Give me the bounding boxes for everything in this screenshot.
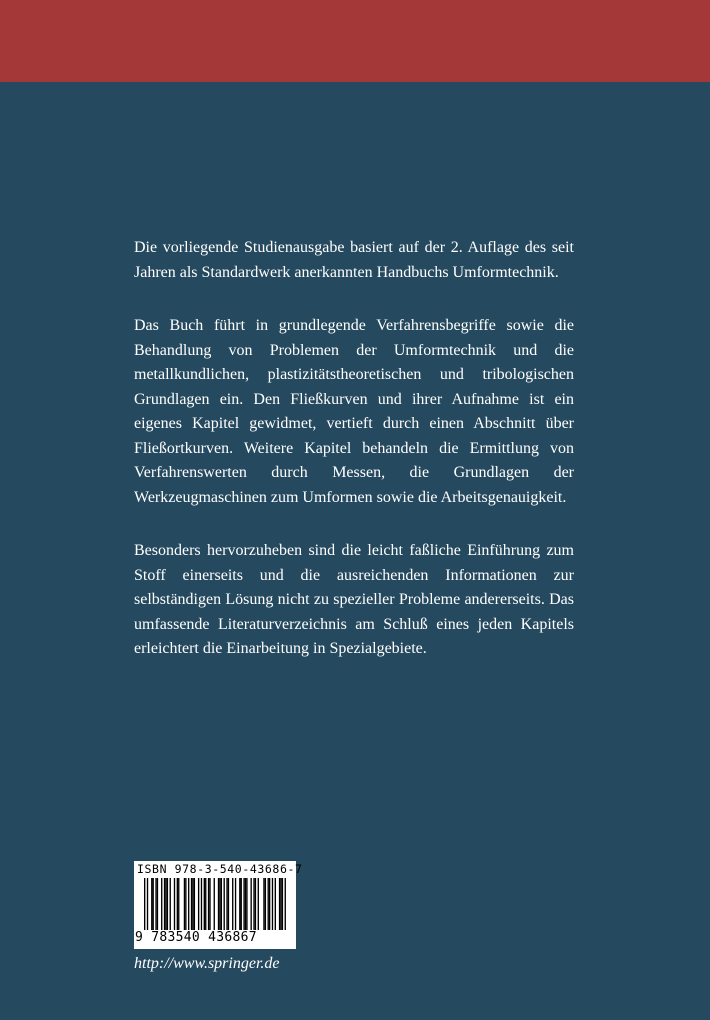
barcode-bar bbox=[147, 878, 148, 930]
barcode-bar bbox=[170, 878, 171, 930]
back-cover-blurb bbox=[134, 236, 574, 691]
barcode-bar bbox=[174, 878, 175, 930]
top-color-band bbox=[0, 0, 710, 82]
barcode-bar bbox=[279, 878, 280, 930]
isbn-barcode bbox=[134, 861, 303, 949]
barcode-bar bbox=[268, 878, 269, 930]
barcode-bar bbox=[245, 878, 246, 930]
barcode-bar bbox=[269, 878, 270, 930]
barcode-bar bbox=[282, 878, 283, 930]
barcode-bar bbox=[184, 878, 185, 930]
publisher-url: http://www.springer.de bbox=[134, 955, 280, 972]
barcode-bar bbox=[221, 878, 222, 930]
barcode-bar bbox=[167, 878, 168, 930]
barcode-bar bbox=[165, 878, 166, 930]
barcode-bar bbox=[265, 878, 266, 930]
barcode-bar bbox=[235, 878, 236, 930]
barcode-bar bbox=[214, 878, 215, 930]
barcode-bars bbox=[144, 878, 286, 930]
barcode-bar bbox=[198, 878, 199, 930]
barcode-bar bbox=[191, 878, 192, 930]
barcode-bar bbox=[251, 878, 252, 930]
barcode-bar bbox=[144, 878, 145, 930]
barcode-bar bbox=[209, 878, 210, 930]
barcode-bar bbox=[161, 878, 162, 930]
barcode-bar bbox=[224, 878, 225, 930]
barcode-bar bbox=[218, 878, 219, 930]
isbn-label: ISBN 978-3-540-43686-7 bbox=[137, 862, 303, 876]
barcode-bar bbox=[232, 878, 233, 930]
barcode-bar bbox=[157, 878, 158, 930]
barcode-bar bbox=[151, 878, 152, 930]
barcode-bar bbox=[153, 878, 154, 930]
barcode-bar bbox=[246, 878, 247, 930]
barcode-bar bbox=[201, 878, 202, 930]
barcode-bar bbox=[155, 878, 156, 930]
barcode-bar bbox=[241, 878, 242, 930]
barcode-bar bbox=[239, 878, 240, 930]
barcode-bar bbox=[280, 878, 281, 930]
blurb-paragraph-2: Das Buch führt in grundlegende Verfahrensbegriffe sowie die Behandlung von Problemen der Umformtechnik und die metallkundlichen, plastizitätstheoretischen und tribologischen Grundlagen ein. Den Fließkurven und ihrer Aufnahme ist ein eigenes Kapitel gewidmet, vertieft durch einen Abschnitt über Fließortkurven. Weitere Kapitel behandeln die Ermittlung von Verfahrenswerten durch Messen, die Grundlagen der Werkzeugmaschinen zum Umformen sowie die Arbeitsgenauigkeit. bbox=[134, 317, 574, 506]
barcode-bar bbox=[272, 878, 273, 930]
ean-digits: 9 783540 436867 bbox=[135, 930, 257, 945]
barcode-bar bbox=[164, 878, 165, 930]
barcode-bar bbox=[185, 878, 186, 930]
barcode-bar bbox=[208, 878, 209, 930]
barcode-bar bbox=[243, 878, 244, 930]
barcode-bar bbox=[255, 878, 256, 930]
barcode-bar bbox=[204, 878, 205, 930]
blurb-paragraph-1: Die vorliegende Studienausgabe basiert auf der 2. Auflage des seit Jahren als Standardwerk anerkannten Handbuchs Umformtechnik. bbox=[134, 239, 574, 281]
barcode-bar bbox=[192, 878, 193, 930]
barcode-bar bbox=[263, 878, 264, 930]
barcode-bar bbox=[188, 878, 189, 930]
barcode-bar bbox=[228, 878, 229, 930]
barcode-bar bbox=[226, 878, 227, 930]
barcode-bar bbox=[178, 878, 179, 930]
barcode-bar bbox=[258, 878, 259, 930]
blurb-paragraph-3: Besonders hervorzuheben sind die leicht faßliche Einführung zum Stoff einerseits und die ausreichenden Informationen zur selbständigen Lösung nicht zu spezieller Probleme andererseits. Das umfassende Literaturverzeichnis am Schluß eines jeden Kapitels erleichtert die Einarbeitung in Spezialgebiete. bbox=[134, 542, 574, 657]
barcode-bar bbox=[253, 878, 254, 930]
barcode-bar bbox=[285, 878, 286, 930]
barcode-bar bbox=[205, 878, 206, 930]
barcode-bar bbox=[275, 878, 276, 930]
barcode-bar bbox=[219, 878, 220, 930]
barcode-bar bbox=[177, 878, 178, 930]
barcode-bar bbox=[194, 878, 195, 930]
